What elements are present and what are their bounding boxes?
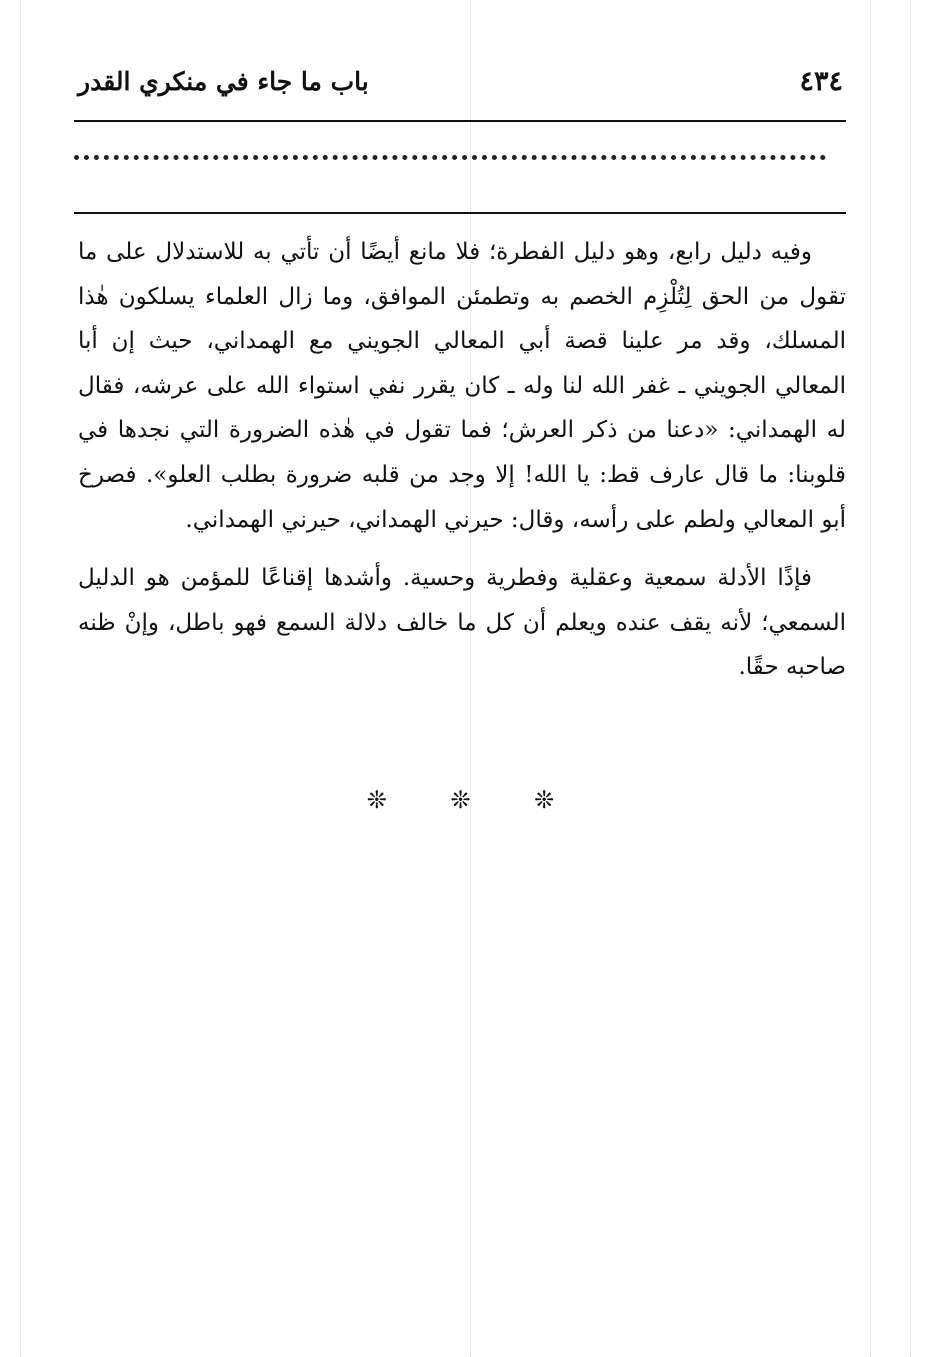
running-title: باب ما جاء في منكري القدر — [78, 67, 369, 96]
scan-guide-line — [20, 0, 21, 1357]
omission-dotted-line — [74, 155, 826, 160]
section-rule — [74, 212, 846, 214]
section-separator: ❊ ❊ ❊ — [366, 786, 583, 814]
paragraph: وفيه دليل رابع، وهو دليل الفطرة؛ فلا مانع أيضًا أن تأتي به للاستدلال على ما تقول من الحق لِتُلْزِم الخصم به وتطمئن الموافق، وما زال العلماء يسلكون هٰذا المسلك، وقد مر علينا قصة أبي المعالي الجويني مع الهمداني، حيث إن أبا المعالي الجويني ـ غفر الله لنا وله ـ كان يقرر نفي استواء الله على عرشه، فقال له الهمداني: «دعنا من ذكر العرش؛ فما تقول في هٰذه الضرورة التي نجدها في قلوبنا: ما قال عارف قط: يا الله! إلا وجد من قلبه ضرورة بطلب العلو». فصرخ أبو المعالي ولطم على رأسه، وقال: حيرني الهمداني، حيرني الهمداني. — [78, 239, 846, 533]
paragraph: فإذًا الأدلة سمعية وعقلية وفطرية وحسية. وأشدها إقناعًا للمؤمن هو الدليل السمعي؛ لأنه يقف عنده ويعلم أن كل ما خالف دلالة السمع فهو باطل، وإنْ ظنه صاحبه حقًا. — [78, 565, 846, 681]
page-number: ٤٣٤ — [799, 66, 843, 97]
body-text — [78, 230, 846, 690]
scan-guide-line — [910, 0, 911, 1357]
page-header — [78, 62, 843, 112]
header-rule — [74, 120, 846, 122]
scan-guide-line — [870, 0, 871, 1357]
